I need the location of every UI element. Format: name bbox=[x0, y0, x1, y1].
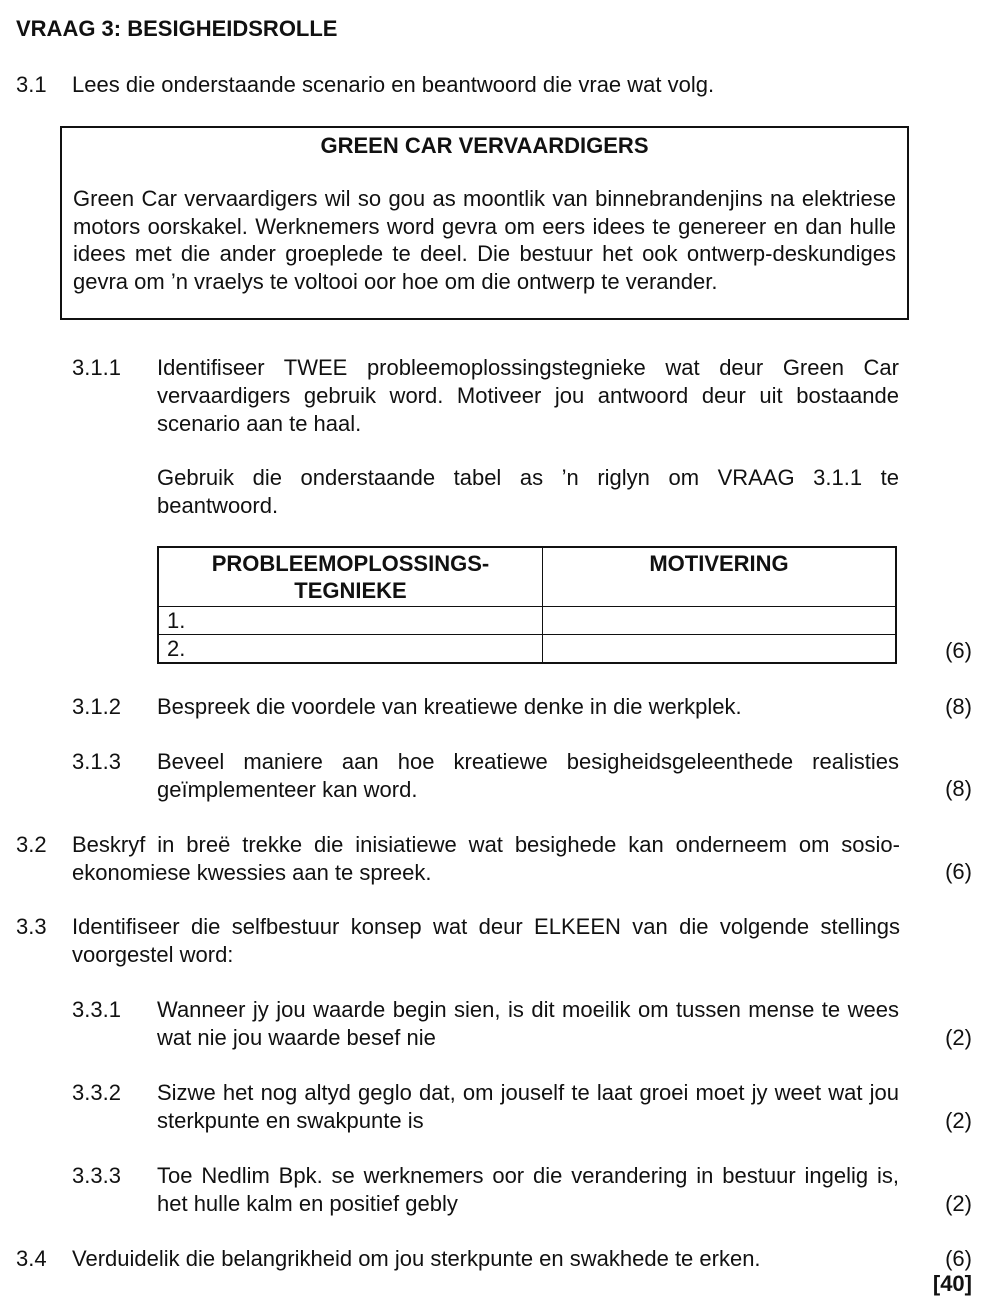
q331-text: Wanneer jy jou waarde begin sien, is dit moeilik om tussen mense te wees wat nie jou waarde besef nie bbox=[157, 997, 899, 1050]
q31-text: Lees die onderstaande scenario en beantwoord die vrae wat volg. bbox=[72, 72, 715, 97]
case-study-text: Green Car vervaardigers wil so gou as moontlik van binnebrandenjins na elektriese motors oorskakel. Werknemers word gevra om eers idees te genereer en dan hulle idees met die ander groeplede te deel. Die bestuur het ook ontwerp-deskundiges gevra om ’n vraelys te voltooi oor hoe om die ontwerp te verander. bbox=[73, 186, 896, 294]
q332-marks: (2) bbox=[945, 1108, 972, 1133]
table-header-techniques-line2: TEGNIEKE bbox=[294, 578, 407, 603]
total-marks: [40] bbox=[932, 1271, 972, 1296]
q32-marks: (6) bbox=[945, 859, 972, 884]
answer-table bbox=[157, 546, 897, 664]
table-header-motivation: MOTIVERING bbox=[543, 547, 897, 607]
q34-marks: (6) bbox=[945, 1246, 972, 1271]
q333-number: 3.3.3 bbox=[72, 1163, 121, 1188]
table-row bbox=[158, 635, 896, 664]
q34-number: 3.4 bbox=[16, 1246, 47, 1271]
q313-text: Beveel maniere aan hoe kreatiewe besigheidsgeleenthede realisties geïmplementeer kan word. bbox=[157, 749, 899, 802]
q331-number: 3.3.1 bbox=[72, 997, 121, 1022]
q31-number: 3.1 bbox=[16, 72, 47, 97]
case-study-box bbox=[60, 126, 909, 320]
table-header-techniques-line1: PROBLEEMOPLOSSINGS- bbox=[211, 551, 490, 576]
q33-number: 3.3 bbox=[16, 914, 47, 939]
table-header-techniques bbox=[158, 547, 543, 607]
table-cell-row2-number: 2. bbox=[158, 635, 543, 664]
q332-text: Sizwe het nog altyd geglo dat, om jouself te laat groei moet jy weet wat jou sterkpunte en swakpunte is bbox=[157, 1080, 899, 1133]
case-study-title: GREEN CAR VERVAARDIGERS bbox=[320, 133, 649, 158]
question-heading: VRAAG 3: BESIGHEIDSROLLE bbox=[16, 16, 338, 41]
q32-number: 3.2 bbox=[16, 832, 47, 857]
q311-guide: Gebruik die onderstaande tabel as ’n riglyn om VRAAG 3.1.1 te beantwoord. bbox=[157, 465, 899, 518]
q331-marks: (2) bbox=[945, 1025, 972, 1050]
q311-marks: (6) bbox=[945, 638, 972, 663]
q34-text: Verduidelik die belangrikheid om jou sterkpunte en swakhede te erken. bbox=[72, 1246, 761, 1271]
q311-number: 3.1.1 bbox=[72, 355, 121, 380]
q313-number: 3.1.3 bbox=[72, 749, 121, 774]
table-cell-row1-number: 1. bbox=[158, 607, 543, 635]
q312-text: Bespreek die voordele van kreatiewe denke in die werkplek. bbox=[157, 694, 742, 719]
q313-marks: (8) bbox=[945, 776, 972, 801]
q333-marks: (2) bbox=[945, 1191, 972, 1216]
q312-marks: (8) bbox=[945, 694, 972, 719]
q333-text: Toe Nedlim Bpk. se werknemers oor die verandering in bestuur ingelig is, het hulle kalm en positief gebly bbox=[157, 1163, 899, 1216]
table-row bbox=[158, 607, 896, 635]
q332-number: 3.3.2 bbox=[72, 1080, 121, 1105]
q32-text: Beskryf in breë trekke die inisiatiewe wat besighede kan onderneem om sosio-ekonomiese kwessies aan te spreek. bbox=[72, 832, 900, 885]
q33-text: Identifiseer die selfbestuur konsep wat deur ELKEEN van die volgende stellings voorgestel word: bbox=[72, 914, 900, 967]
q312-number: 3.1.2 bbox=[72, 694, 121, 719]
q311-text: Identifiseer TWEE probleemoplossingstegnieke wat deur Green Car vervaardigers gebruik word. Motiveer jou antwoord deur uit bostaande scenario aan te haal. bbox=[157, 355, 899, 436]
table-cell-row2-motivation bbox=[543, 635, 897, 664]
table-cell-row1-motivation bbox=[543, 607, 897, 635]
